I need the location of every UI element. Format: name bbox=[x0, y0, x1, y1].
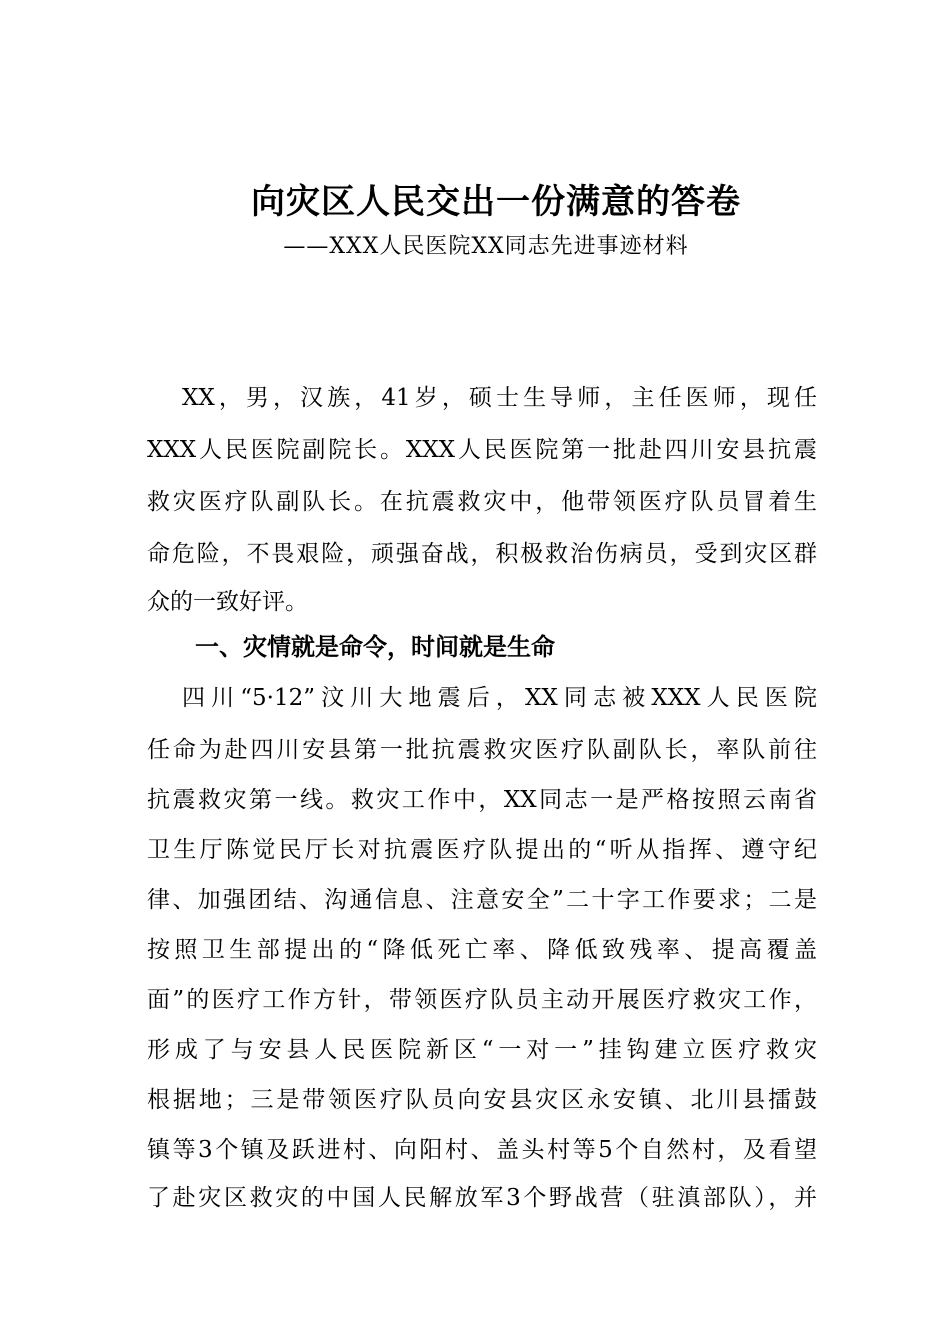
paragraph-line: 律、加强团结、沟通信息、注意安全”二十字工作要求；二是 bbox=[147, 887, 817, 913]
paragraph-line: 命危险，不畏艰险，顽强奋战，积极救治伤病员，受到灾区群 bbox=[147, 541, 817, 567]
paragraph-line: XXX人民医院副院长。XXX人民医院第一批赴四川安县抗震 bbox=[147, 437, 817, 463]
paragraph-line: XX，男，汉族，41岁，硕士生导师，主任医师，现任 bbox=[182, 385, 817, 411]
section-heading: 一、灾情就是命令，时间就是生命 bbox=[195, 634, 555, 661]
paragraph-line: 了赴灾区救灾的中国人民解放军3个野战营（驻滇部队），并 bbox=[147, 1185, 817, 1211]
paragraph-line: 救灾医疗队副队长。在抗震救灾中，他带领医疗队员冒着生 bbox=[147, 489, 817, 515]
paragraph-line: 四川“5·12”汶川大地震后，XX同志被XXX人民医院 bbox=[182, 685, 817, 711]
paragraph-line: 形成了与安县人民医院新区“一对一”挂钩建立医疗救灾 bbox=[147, 1037, 817, 1063]
paragraph-line: 按照卫生部提出的“降低死亡率、降低致残率、提高覆盖 bbox=[147, 937, 817, 963]
paragraph-line: 卫生厅陈觉民厅长对抗震医疗队提出的“听从指挥、遵守纪 bbox=[147, 837, 817, 863]
paragraph-line: 抗震救灾第一线。救灾工作中，XX同志一是严格按照云南省 bbox=[147, 787, 817, 813]
document-title: 向灾区人民交出一份满意的答卷 bbox=[251, 182, 741, 222]
paragraph-line: 面”的医疗工作方针，带领医疗队员主动开展医疗救灾工作， bbox=[147, 987, 817, 1013]
paragraph-line: 镇等3个镇及跃进村、向阳村、盖头村等5个自然村，及看望 bbox=[147, 1137, 817, 1163]
paragraph-line: 根据地；三是带领医疗队员向安县灾区永安镇、北川县擂鼓 bbox=[147, 1087, 817, 1113]
document-subtitle: ——XXX人民医院XX同志先进事迹材料 bbox=[283, 234, 689, 259]
paragraph-line: 任命为赴四川安县第一批抗震救灾医疗队副队长，率队前往 bbox=[147, 737, 817, 763]
paragraph-line: 众的一致好评。 bbox=[147, 589, 308, 615]
